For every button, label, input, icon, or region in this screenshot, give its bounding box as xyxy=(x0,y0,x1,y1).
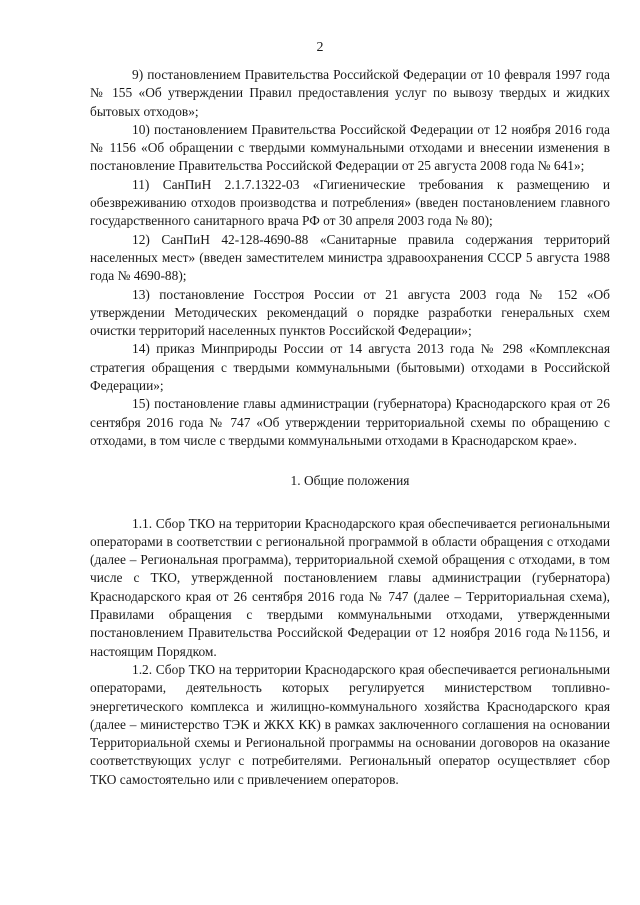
section-paragraph-1-2: 1.2. Сбор ТКО на территории Краснодарского края обеспечивается региональными операторами, деятельность которых регулируется министерством топливно-энергетического комплекса и жилищно-коммунального хозяйства Краснодарского края (далее – министерство ТЭК и ЖКХ КК) в рамках заключенного соглашения на основании Территориальной схемы и Региональной программы на основании договоров на оказание соответствующих услуг с потребителями. Региональный оператор осуществляет сбор ТКО самостоятельно или с привлечением операторов. xyxy=(90,661,610,787)
document-body xyxy=(90,66,610,789)
list-item-15: 15) постановление главы администрации (губернатора) Краснодарского края от 26 сентября 2016 года № 747 «Об утверждении территориальной схемы по обращению с отходами, в том числе с твердыми коммунальными отходами в Краснодарском крае». xyxy=(90,396,610,448)
page-number: 2 xyxy=(316,40,324,55)
section-heading: 1. Общие положения xyxy=(290,473,410,489)
section-paragraph-1-1: 1.1. Сбор ТКО на территории Краснодарского края обеспечивается региональными операторами в соответствии с региональной программой в области обращения с отходами (далее – Региональная программа), территориальной схемой обращения с отходами, в том числе с ТКО, утвержденной постановлением главы администрации (губернатора) Краснодарского края от 26 сентября 2016 года № 747 (далее – Территориальная схема), Правилами обращения с твердыми коммунальными отходами, утвержденными постановлением Правительства Российской Федерации от 12 ноября 2016 года №1156, и настоящим Порядком. xyxy=(90,515,610,659)
list-item-12: 12) СанПиН 42-128-4690-88 «Санитарные правила содержания территорий населенных мест» (введен заместителем министра здравоохранения СССР 5 августа 1988 года № 4690-88); xyxy=(90,231,610,284)
list-item-14: 14) приказ Минприроды России от 14 августа 2013 года № 298 «Комплексная стратегия обращения с твердыми коммунальными (бытовыми) отходами в Российской Федерации»; xyxy=(90,341,610,394)
list-item-10: 10) постановлением Правительства Российской Федерации от 12 ноября 2016 года № 1156 «Об обращении с твердыми коммунальными отходами и внесении изменения в постановление Правительства Российской Федерации от 25 августа 2008 года № 641»; xyxy=(90,121,610,174)
list-item-11: 11) СанПиН 2.1.7.1322-03 «Гигиенические требования к размещению и обезвреживанию отходов производства и потребления» (введен постановлением главного государственного санитарного врача РФ от 30 апреля 2003 года № 80); xyxy=(90,176,610,229)
list-item-9: 9) постановлением Правительства Российской Федерации от 10 февраля 1997 года № 155 «Об утверждении Правил предоставления услуг по вывозу твердых и жидких бытовых отходов»; xyxy=(90,67,610,119)
list-item-13: 13) постановление Госстроя России от 21 августа 2003 года № 152 «Об утверждении Методических рекомендаций о порядке разработки генеральных схем очистки территорий населенных пунктов Российской Федерации»; xyxy=(90,286,610,339)
